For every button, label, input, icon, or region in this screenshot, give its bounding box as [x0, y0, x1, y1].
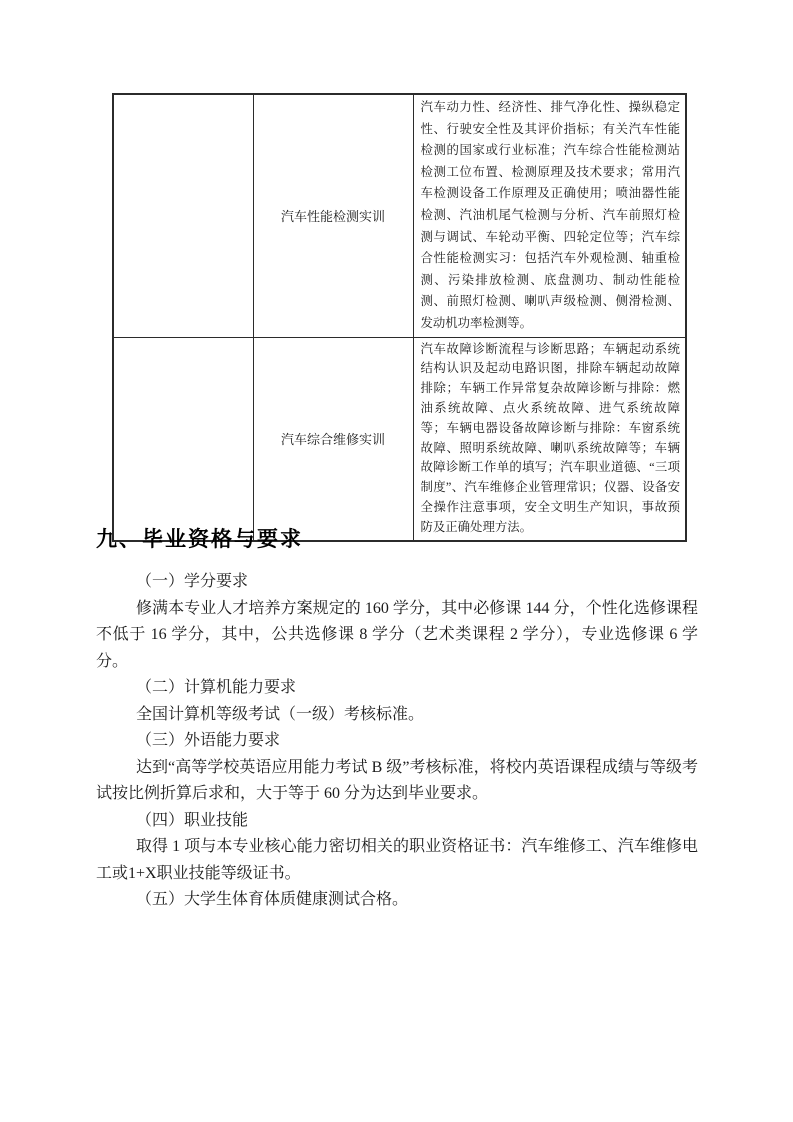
- paragraph-computer-skill-detail: 全国计算机等级考试（一级）考核标准。: [136, 705, 425, 723]
- paragraph-foreign-language-title: （三）外语能力要求: [136, 732, 281, 749]
- paragraph-vocational-skill-detail: 取得 1 项与本专业核心能力密切相关的职业资格证书：汽车维修工、汽车维修电工或1+X职业技能等级证书。: [96, 838, 698, 882]
- paragraph-computer-skill-title: （二）计算机能力要求: [136, 679, 297, 696]
- course-name-cell-performance-testing: 汽车性能检测实训: [253, 94, 413, 337]
- practical-training-table: [112, 93, 687, 542]
- section-heading-graduation-requirements: 九、毕业资格与要求: [96, 528, 303, 551]
- paragraph-physical-fitness: （五）大学生体育体质健康测试合格。: [136, 891, 409, 908]
- paragraph-credit-requirement-detail: 修满本专业人才培养方案规定的 160 学分，其中必修课 144 分，个性化选修课程不低于 16 学分，其中，公共选修课 8 学分（艺术类课程 2 学分），专业选修课 6 学分。: [96, 599, 698, 670]
- paragraph-credit-requirement-title: （一）学分要求: [136, 573, 249, 590]
- course-name-cell-comprehensive-maintenance: 汽车综合维修实训: [253, 337, 413, 540]
- table-row-performance-testing: [113, 94, 686, 337]
- paragraph-vocational-skill-title: （四）职业技能: [136, 811, 249, 829]
- merged-empty-cell-2: [113, 337, 253, 540]
- paragraph-foreign-language-detail: 达到“高等学校英语应用能力考试 B 级”考核标准，将校内英语课程成绩与等级考试按比例折算后求和，大于等于 60 分为达到毕业要求。: [96, 758, 698, 802]
- merged-empty-cell-1: [113, 94, 253, 337]
- section-body: [96, 569, 698, 914]
- course-content-cell-performance-testing: 汽车动力性、经济性、排气净化性、操纵稳定性、行驶安全性及其评价指标；有关汽车性能检测的国家或行业标准；汽车综合性能检测站检测工位布置、检测原理及技术要求；常用汽车检测设备工作原理及正确使用；喷油器性能检测、汽油机尾气检测与分析、汽车前照灯检测与调试、车轮动平衡、四轮定位等；汽车综合性能检测实习：包括汽车外观检测、轴重检测、污染排放检测、底盘测功、制动性能检测、前照灯检测、喇叭声级检测、侧滑检测、发动机功率检测等。: [413, 94, 686, 337]
- table-row-comprehensive-maintenance: [113, 337, 686, 540]
- course-content-cell-comprehensive-maintenance: 汽车故障诊断流程与诊断思路；车辆起动系统结构认识及起动电路识图，排除车辆起动故障排除；车辆工作异常复杂故障诊断与排除：燃油系统故障、点火系统故障、进气系统故障等；车辆电器设备故障诊断与排除：车窗系统故障、照明系统故障、喇叭系统故障等；车辆故障诊断工作单的填写；汽车职业道德、“三项制度”、汽车维修企业管理常识；仪器、设备安全操作注意事项，安全文明生产知识，事故预防及正确处理方法。: [413, 337, 686, 540]
